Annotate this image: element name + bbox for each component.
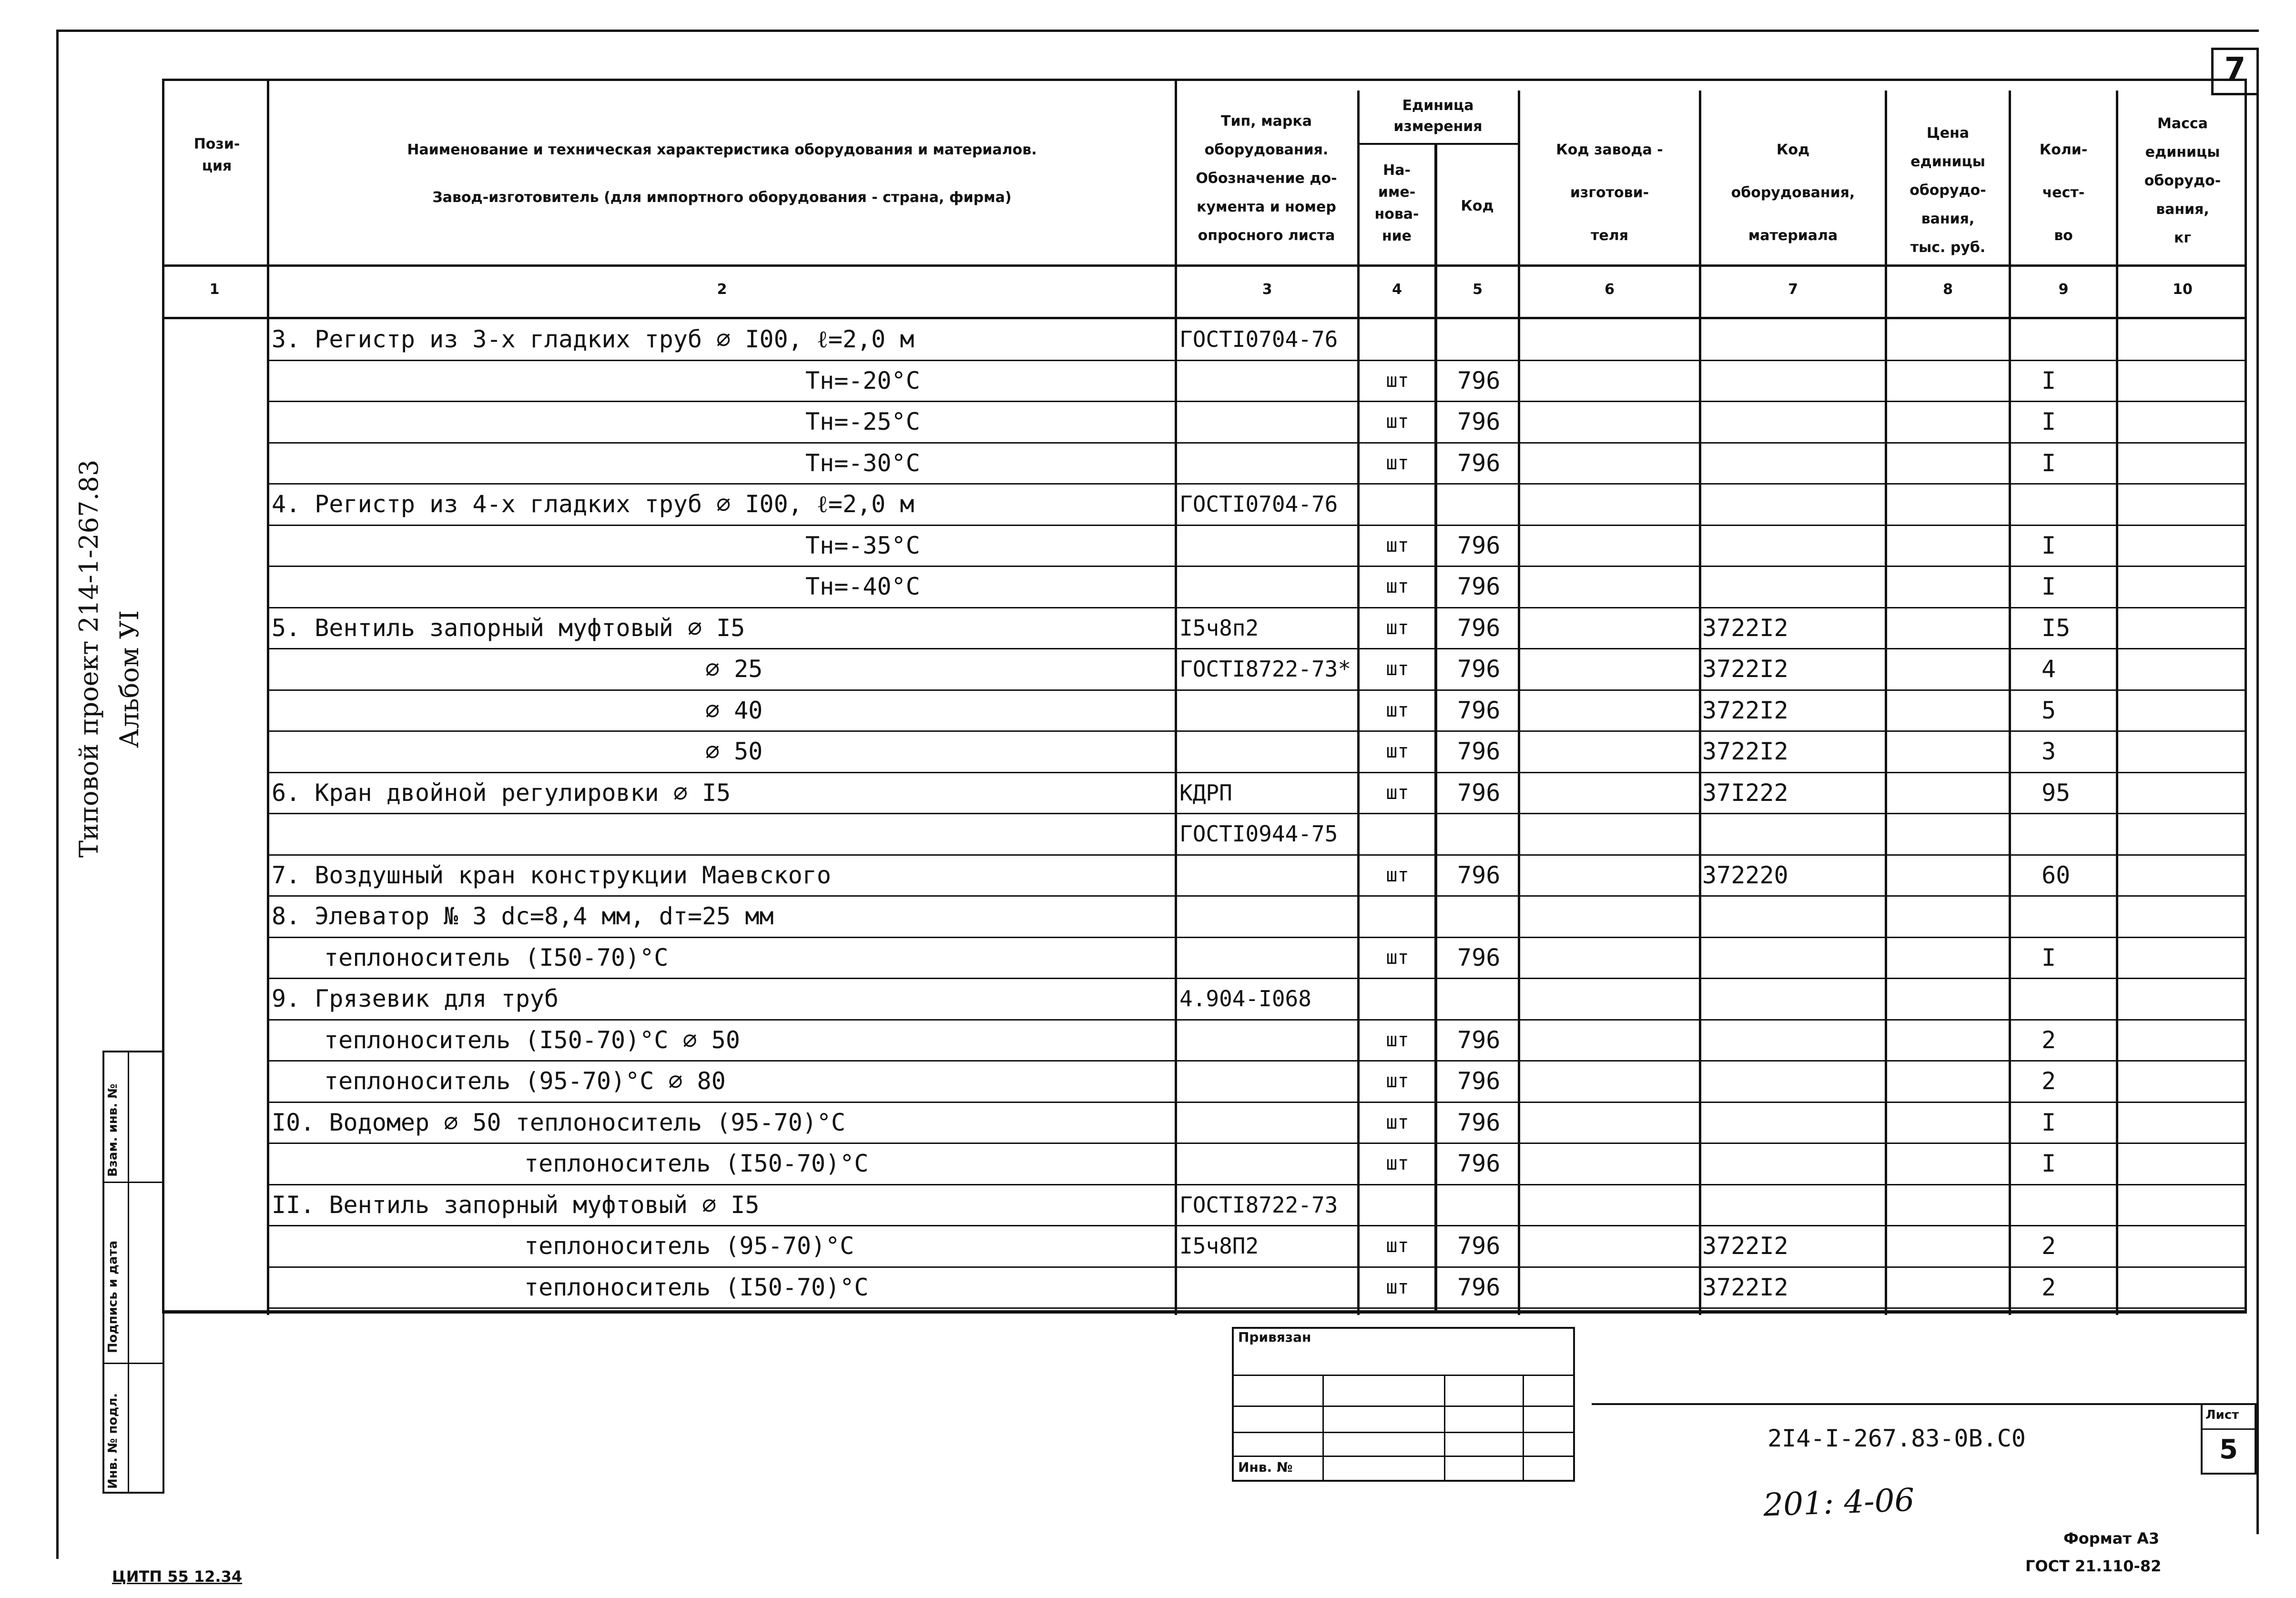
doc-code: 2I4-I-267.83-0B.C0 <box>1768 1425 2026 1452</box>
cell-name: ∅ 25 <box>705 655 763 683</box>
cell-name: Тн=-35°С <box>805 532 920 559</box>
header-quantity: Коли- чест- во <box>2039 142 2088 244</box>
side-stamp-replace: Взам. инв. № <box>106 1083 120 1177</box>
cell-unit: шт <box>1386 411 1409 433</box>
cell-name: ∅ 40 <box>705 697 763 724</box>
cell-qty: 3 <box>2042 738 2056 765</box>
colnum-3: 3 <box>1262 281 1272 298</box>
header-bottom-line <box>162 264 2247 267</box>
col-line-8 <box>2009 91 2011 1315</box>
row-divider <box>269 360 2247 361</box>
cell-unit: шт <box>1386 864 1409 886</box>
col-line-3 <box>1357 91 1360 1315</box>
stamp-inv-label: Инв. № <box>1238 1459 1293 1475</box>
cell-code: 796 <box>1457 1150 1501 1177</box>
frame-top <box>57 30 2259 32</box>
cell-code: 796 <box>1457 1274 1501 1301</box>
cell-code: 796 <box>1457 1067 1501 1095</box>
cell-unit: шт <box>1386 1112 1409 1133</box>
cell-unit: шт <box>1386 1070 1409 1092</box>
cell-unit: шт <box>1386 1029 1409 1051</box>
cell-unit: шт <box>1386 740 1409 762</box>
cell-name: ∅ 50 <box>705 738 763 765</box>
cell-equip: 3722I2 <box>1702 697 1788 724</box>
header-price: Цена единицы оборудо- вания, тыс. руб. <box>1910 125 1986 256</box>
cell-qty: 2 <box>2042 1026 2056 1054</box>
cell-unit: шт <box>1386 452 1409 474</box>
cell-code: 796 <box>1457 573 1501 600</box>
cell-name: 6. Кран двойной регулировки ∅ I5 <box>272 779 731 807</box>
cell-type: ГОСТI0704-76 <box>1179 491 1338 517</box>
header-unit-code: Код <box>1461 198 1494 214</box>
cell-qty: I <box>2042 573 2056 600</box>
frame-right <box>2256 86 2259 1534</box>
cell-type: I5ч8п2 <box>1179 615 1259 641</box>
col-line-7 <box>1885 91 1887 1315</box>
header-name: Наименование и техническая характеристика оборудования и материалов. Завод-изготовитель (для импортного оборудования - страна, фирма) <box>407 142 1037 206</box>
header-type: Тип, марка оборудования. Обозначение до- кумента и номер опросного листа <box>1196 113 1337 244</box>
cell-name: 3. Регистр из 3-х гладких труб ∅ I00, ℓ=2,0 м <box>272 325 914 353</box>
cell-type: ГОСТI8722-73* <box>1179 656 1351 682</box>
cell-qty: 4 <box>2042 655 2056 683</box>
row-divider <box>269 483 2247 485</box>
header-unit-group: Единица измерения <box>1393 97 1483 135</box>
cell-qty: 2 <box>2042 1067 2056 1095</box>
colnum-5: 5 <box>1473 281 1483 298</box>
side-stamp-signature: Подпись и дата <box>106 1240 120 1353</box>
colnum-9: 9 <box>2058 281 2069 298</box>
row-divider <box>269 401 2247 402</box>
cell-code: 796 <box>1457 408 1501 435</box>
colnum-bottom-line <box>162 317 2247 319</box>
col-line-6 <box>1699 91 1701 1315</box>
cell-code: 796 <box>1457 738 1501 765</box>
cell-type: I5ч8П2 <box>1179 1233 1259 1259</box>
cell-unit: шт <box>1386 617 1409 639</box>
row-divider <box>269 648 2247 649</box>
cell-unit: шт <box>1386 370 1409 392</box>
cell-type: КДРП <box>1179 780 1232 806</box>
row-divider <box>269 689 2247 691</box>
cell-equip: 3722I2 <box>1702 1274 1788 1301</box>
cell-code: 796 <box>1457 532 1501 559</box>
row-divider <box>269 772 2247 773</box>
cell-qty: 95 <box>2042 779 2071 807</box>
row-divider <box>269 1184 2247 1185</box>
cell-code: 796 <box>1457 367 1501 394</box>
cell-code: 796 <box>1457 1109 1501 1136</box>
cell-code: 796 <box>1457 1026 1501 1054</box>
row-divider <box>269 854 2247 856</box>
row-divider <box>269 1060 2247 1062</box>
colnum-7: 7 <box>1788 281 1798 298</box>
row-divider <box>269 730 2247 732</box>
cell-name: теплоноситель (I50-70)°С <box>324 944 669 971</box>
cell-name: II. Вентиль запорный муфтовый ∅ I5 <box>272 1191 760 1219</box>
row-divider <box>269 937 2247 938</box>
row-divider <box>269 442 2247 444</box>
colnum-2: 2 <box>717 281 727 298</box>
code-top-line <box>1592 1403 2202 1405</box>
cell-qty: 2 <box>2042 1274 2056 1301</box>
cell-name: Тн=-25°С <box>805 408 920 435</box>
side-stamp-divider <box>128 1051 129 1494</box>
stamp-v2 <box>1444 1375 1445 1482</box>
cell-name: Тн=-40°С <box>805 573 920 600</box>
row-divider <box>269 978 2247 979</box>
col-line-9 <box>2116 91 2118 1315</box>
row-divider <box>269 607 2247 608</box>
row-divider <box>269 1266 2247 1268</box>
cell-unit: шт <box>1386 535 1409 556</box>
cell-name: теплоноситель (95-70)°С <box>524 1232 854 1260</box>
row-divider <box>269 813 2247 814</box>
cell-unit: шт <box>1386 576 1409 597</box>
handwritten-note: 201: 4-06 <box>1762 1481 1915 1524</box>
row-divider <box>269 1019 2247 1021</box>
cell-code: 796 <box>1457 779 1501 807</box>
header-mass: Масса единицы оборудо- вания, кг <box>2144 115 2221 246</box>
cell-unit: шт <box>1386 1276 1409 1298</box>
cell-equip: 3722I2 <box>1702 1232 1788 1260</box>
cell-type: 4.904-I068 <box>1179 986 1311 1011</box>
cell-name: теплоноситель (95-70)°С ∅ 80 <box>324 1067 726 1095</box>
cell-type: ГОСТI0944-75 <box>1179 821 1338 847</box>
cell-qty: I <box>2042 944 2056 971</box>
cell-name: теплоноситель (I50-70)°С <box>524 1150 869 1177</box>
cell-qty: 60 <box>2042 861 2071 889</box>
cell-unit: шт <box>1386 699 1409 721</box>
side-album: Альбом УI <box>114 610 144 748</box>
cell-name: 8. Элеватор № 3 dс=8,4 мм, dт=25 мм <box>272 902 774 930</box>
cell-name: 4. Регистр из 4-х гладких труб ∅ I00, ℓ=2,0 м <box>272 490 914 518</box>
cell-code: 796 <box>1457 449 1501 477</box>
cell-name: 9. Грязевик для труб <box>272 985 559 1012</box>
colnum-1: 1 <box>209 281 220 298</box>
binding-stamp-title: Привязан <box>1238 1329 1311 1345</box>
row-divider <box>269 1225 2247 1226</box>
row-divider <box>269 566 2247 567</box>
cell-qty: I <box>2042 408 2056 435</box>
cell-name: Тн=-30°С <box>805 449 920 477</box>
gost-label: ГОСТ 21.110-82 <box>2025 1557 2162 1575</box>
sheet-number: 5 <box>2219 1434 2238 1465</box>
cell-equip: 3722I2 <box>1702 738 1788 765</box>
cell-equip: 37I222 <box>1702 779 1788 807</box>
page-number: 7 <box>2224 51 2246 87</box>
cell-type: ГОСТI8722-73 <box>1179 1192 1338 1218</box>
cell-unit: шт <box>1386 658 1409 680</box>
cell-equip: 3722I2 <box>1702 655 1788 683</box>
cell-equip: 372220 <box>1702 861 1788 889</box>
cell-unit: шт <box>1386 1153 1409 1174</box>
format-label: Формат А3 <box>2063 1529 2160 1547</box>
sheet-box-divider <box>2201 1428 2256 1430</box>
cell-code: 796 <box>1457 614 1501 642</box>
cell-qty: I <box>2042 449 2056 477</box>
cell-name: 7. Воздушный кран конструкции Маевского <box>272 861 831 889</box>
row-divider <box>269 1143 2247 1144</box>
cell-name: теплоноситель (I50-70)°С <box>524 1274 869 1301</box>
row-divider <box>269 525 2247 526</box>
cell-code: 796 <box>1457 1232 1501 1260</box>
body-bottom-line <box>162 1311 2247 1314</box>
cell-code: 796 <box>1457 655 1501 683</box>
cell-type: ГОСТI0704-76 <box>1179 326 1338 352</box>
cell-equip: 3722I2 <box>1702 614 1788 642</box>
frame-left <box>56 30 59 1559</box>
cell-qty: I5 <box>2042 614 2071 642</box>
stamp-v3 <box>1523 1375 1524 1482</box>
cell-unit: шт <box>1386 947 1409 969</box>
sheet-label: Лист <box>2205 1408 2239 1422</box>
print-code: ЦИТП 55 12.34 <box>112 1568 243 1586</box>
cell-name: 5. Вентиль запорный муфтовый ∅ I5 <box>272 614 745 642</box>
side-stamp-h1 <box>102 1182 164 1183</box>
colnum-6: 6 <box>1605 281 1615 298</box>
cell-qty: I <box>2042 1109 2056 1136</box>
cell-unit: шт <box>1386 782 1409 804</box>
row-divider <box>269 1102 2247 1103</box>
header-equipment-code: Код оборудования, материала <box>1731 142 1855 244</box>
row-divider <box>269 1307 2247 1309</box>
cell-code: 796 <box>1457 944 1501 971</box>
cell-name: теплоноситель (I50-70)°С ∅ 50 <box>324 1026 740 1054</box>
unit-group-line <box>1358 143 1520 145</box>
cell-qty: I <box>2042 532 2056 559</box>
side-stamp-inventory: Инв. № подл. <box>106 1393 120 1489</box>
header-position: Пози- ция <box>193 136 240 174</box>
cell-unit: шт <box>1386 1235 1409 1257</box>
row-divider <box>269 895 2247 897</box>
cell-name: I0. Водомер ∅ 50 теплоноситель (95-70)°С <box>272 1109 846 1136</box>
colnum-8: 8 <box>1943 281 1953 298</box>
colnum-10: 10 <box>2173 281 2193 298</box>
cell-qty: I <box>2042 1150 2056 1177</box>
cell-qty: 5 <box>2042 697 2056 724</box>
col-line-5 <box>1518 91 1520 1315</box>
cell-code: 796 <box>1457 861 1501 889</box>
cell-code: 796 <box>1457 697 1501 724</box>
stamp-v1 <box>1322 1375 1324 1482</box>
cell-qty: 2 <box>2042 1232 2056 1260</box>
side-stamp-h2 <box>102 1363 164 1364</box>
header-factory-code: Код завода - изготови- теля <box>1556 142 1663 244</box>
header-unit-name: На- име- нова- ние <box>1374 162 1419 244</box>
cell-name: Тн=-20°С <box>805 367 920 394</box>
cell-qty: I <box>2042 367 2056 394</box>
side-title: Типовой проект 214-1-267.83 <box>74 459 104 858</box>
colnum-4: 4 <box>1392 281 1402 298</box>
